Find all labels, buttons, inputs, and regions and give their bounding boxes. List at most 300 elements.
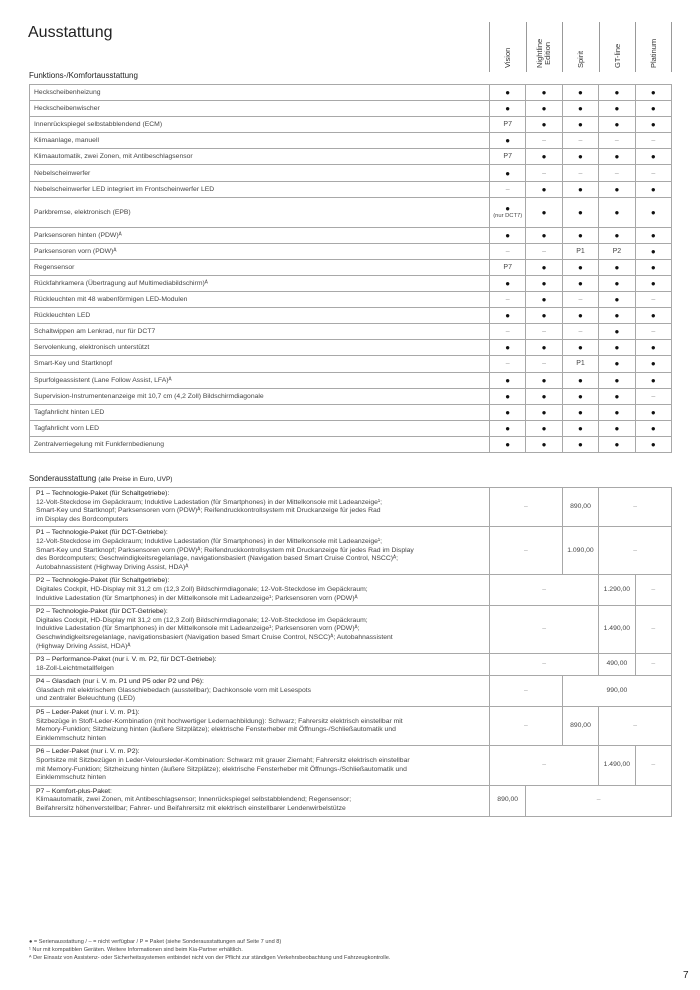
feature-label: Tagfahrlicht vorn LED: [30, 420, 490, 436]
standard-dot-icon: ●: [650, 88, 656, 98]
feature-value-cell: [635, 133, 671, 149]
feature-value-cell: [599, 149, 635, 165]
feature-row: [30, 243, 672, 259]
standard-dot-icon: ●: [541, 120, 547, 130]
feature-value-cell: [562, 420, 598, 436]
standard-dot-icon: ●: [541, 104, 547, 114]
standard-dot-icon: ●: [614, 359, 620, 369]
feature-value-cell: [635, 101, 671, 117]
packages-heading-note: (alle Preise in Euro, UVP): [98, 476, 173, 483]
package-row: [30, 575, 672, 606]
feature-value-cell: [599, 197, 635, 227]
feature-value: –: [505, 328, 510, 336]
feature-value-cell: [526, 324, 562, 340]
standard-dot-icon: ●: [541, 230, 547, 240]
standard-dot-icon: ●: [541, 391, 547, 401]
feature-value-cell: [490, 117, 526, 133]
standard-dot-icon: ●: [614, 120, 620, 130]
feature-value-cell: [599, 308, 635, 324]
package-description: [30, 785, 490, 816]
feature-label: Heckscheibenwischer: [30, 101, 490, 117]
standard-dot-icon: ●: [650, 439, 656, 449]
package-price-cell: 990,00: [562, 676, 671, 707]
package-row: [30, 488, 672, 527]
package-row: [30, 785, 672, 816]
standard-dot-icon: ●: [578, 407, 583, 417]
column-label: Nightline Edition: [535, 38, 553, 68]
feature-value: –: [651, 328, 656, 336]
feature-value: –: [651, 296, 656, 304]
standard-dot-icon: ●: [578, 184, 583, 194]
package-price-cell: –: [635, 746, 671, 785]
standard-dot-icon: ●: [614, 343, 620, 353]
package-title: P1 – Technologie-Paket (für Schaltgetriebe):: [36, 490, 170, 497]
trim-column-headers: [489, 22, 672, 72]
standard-dot-icon: ●: [505, 391, 511, 401]
standard-dot-icon: ●: [505, 168, 511, 178]
package-price-cell: –: [599, 488, 672, 527]
feature-value-cell: [635, 308, 671, 324]
standard-dot-icon: ●: [541, 375, 547, 385]
feature-label: Tagfahrlicht hinten LED: [30, 404, 490, 420]
feature-value-cell: [490, 149, 526, 165]
package-price-cell: –: [635, 654, 671, 676]
feature-value-cell: [562, 388, 598, 404]
package-detail-line: Geschwindigkeitsregelanlage, navigationsbasiert (Navigation based Smart Cruise Control, NSCC)ᴬ; Autobahnassistent: [36, 633, 393, 641]
package-description: [30, 488, 490, 527]
standard-dot-icon: ●: [614, 407, 620, 417]
feature-value-cell: [490, 133, 526, 149]
standard-dot-icon: ●: [505, 423, 511, 433]
standard-dot-icon: ●: [614, 423, 620, 433]
standard-dot-icon: ●: [614, 375, 620, 385]
feature-value-cell: [562, 259, 598, 275]
feature-value: –: [578, 137, 583, 145]
feature-value-cell: [635, 388, 671, 404]
standard-dot-icon: ●: [650, 278, 656, 288]
package-title: P2 – Technologie-Paket (für Schaltgetriebe):: [36, 577, 170, 585]
feature-label: Parkbremse, elektronisch (EPB): [30, 197, 490, 227]
feature-value-cell: [526, 181, 562, 197]
feature-value-cell: [526, 292, 562, 308]
feature-row: [30, 133, 672, 149]
standard-dot-icon: ●: [650, 343, 656, 353]
feature-value: –: [505, 360, 510, 368]
feature-value-cell: [490, 85, 526, 101]
standard-dot-icon: ●: [578, 207, 583, 217]
package-title: P3 – Performance-Paket (nur i. V. m. P2, für DCT-Getriebe):: [36, 656, 217, 664]
standard-dot-icon: ●: [505, 278, 511, 288]
standard-dot-icon: ●: [541, 207, 547, 217]
standard-dot-icon: ●: [505, 311, 511, 321]
feature-value-cell: [490, 181, 526, 197]
feature-label: Servolenkung, elektronisch unterstützt: [30, 340, 490, 356]
feature-value-cell: [562, 292, 598, 308]
feature-value-cell: [599, 436, 635, 452]
feature-value-cell: [562, 308, 598, 324]
standard-dot-icon: ●: [650, 407, 656, 417]
standard-dot-icon: ●: [541, 423, 547, 433]
standard-dot-icon: ●: [614, 207, 620, 217]
feature-value: –: [578, 169, 583, 177]
feature-value-cell: [562, 85, 598, 101]
standard-dot-icon: ●: [541, 311, 547, 321]
standard-dot-icon: ●: [614, 184, 620, 194]
feature-value-cell: [526, 275, 562, 291]
feature-label: Parksensoren vorn (PDW)ᴬ: [30, 243, 490, 259]
feature-value: –: [542, 360, 547, 368]
package-detail-line: Klimaautomatik, zwei Zonen, mit Antibeschlagsensor; Innenrückspiegel selbstabblendend; Regensensor;: [36, 796, 352, 804]
features-section-heading: Funktions-/Komfortausstattung: [29, 71, 138, 80]
package-price-cell: 1.490,00: [599, 746, 635, 785]
package-row: [30, 654, 672, 676]
standard-dot-icon: ●: [614, 391, 620, 401]
feature-value-cell: [635, 372, 671, 388]
feature-value-cell: [599, 243, 635, 259]
feature-row: [30, 340, 672, 356]
standard-dot-icon: ●: [650, 230, 656, 240]
feature-value-cell: [562, 165, 598, 181]
feature-value-cell: [599, 227, 635, 243]
standard-dot-icon: ●: [650, 423, 656, 433]
package-detail-line: des Bordcomputers; Geschwindigkeitsregelanlage, navigationsbasiert (Navigation based Smart Cruise Control, NSCC)ᴬ;: [36, 555, 398, 563]
standard-dot-icon: ●: [614, 311, 620, 321]
standard-dot-icon: ●: [505, 343, 511, 353]
package-detail-line: (Highway Driving Assist, HDA)ᴬ: [36, 642, 131, 650]
feature-value-cell: [526, 308, 562, 324]
feature-label: Rückleuchten LED: [30, 308, 490, 324]
feature-value-cell: [635, 404, 671, 420]
column-header-platinum: [635, 22, 672, 72]
package-detail-line: 12-Volt-Steckdose im Gepäckraum; Induktive Ladestation (für Smartphones) in der Mittelkonsole mit Ladeanzeige¹;: [36, 537, 383, 545]
feature-note: (nur DCT7): [493, 213, 523, 220]
package-price-cell: –: [490, 527, 563, 575]
standard-dot-icon: ●: [650, 104, 656, 114]
standard-dot-icon: ●: [578, 375, 583, 385]
feature-label: Supervision-Instrumentenanzeige mit 10,7 cm (4,2 Zoll) Bildschirmdiagonale: [30, 388, 490, 404]
feature-value-cell: [562, 149, 598, 165]
feature-label: Schaltwippen am Lenkrad, nur für DCT7: [30, 324, 490, 340]
feature-row: [30, 101, 672, 117]
feature-label: Smart-Key und Startknopf: [30, 356, 490, 372]
feature-label: Nebelscheinwerfer: [30, 165, 490, 181]
feature-value-cell: [490, 436, 526, 452]
footnote-assist: ᴬ Der Einsatz von Assistenz- oder Sicherheitssystemen entbindet nicht von der Pflicht zur ständigen Verkehrsbeobachtung und Fahrzeugkontrolle.: [29, 954, 391, 961]
feature-value-cell: [526, 197, 562, 227]
feature-value-cell: [490, 324, 526, 340]
feature-value: –: [542, 169, 547, 177]
feature-value: –: [651, 169, 656, 177]
feature-value-cell: [490, 372, 526, 388]
feature-value-cell: [599, 133, 635, 149]
feature-label: Klimaautomatik, zwei Zonen, mit Antibeschlagsensor: [30, 149, 490, 165]
package-title: P5 – Leder-Paket (nur i. V. m. P1):: [36, 709, 140, 717]
package-detail-line: Einklemmschutz hinten: [36, 734, 106, 742]
feature-label: Klimaanlage, manuell: [30, 133, 490, 149]
standard-dot-icon: ●: [541, 88, 547, 98]
feature-value-cell: [490, 308, 526, 324]
feature-row: [30, 388, 672, 404]
package-description: [30, 746, 490, 785]
feature-value-cell: [526, 340, 562, 356]
feature-row: [30, 227, 672, 243]
standard-dot-icon: ●: [541, 262, 547, 272]
feature-value-cell: [526, 133, 562, 149]
standard-dot-icon: ●: [650, 262, 656, 272]
column-label: Spirit: [575, 50, 585, 68]
feature-row: [30, 308, 672, 324]
package-detail-line: Smart-Key und Startknopf; Parksensoren vorn (PDW)ᴬ; Reifendruckkontrollsystem mit Druckanzeige für jedes Rad: [36, 507, 381, 515]
package-description: [30, 676, 490, 707]
feature-row: [30, 420, 672, 436]
feature-value-cell: [562, 340, 598, 356]
feature-value-cell: [562, 197, 598, 227]
feature-value-cell: [526, 85, 562, 101]
feature-value: –: [578, 328, 583, 336]
package-price-cell: –: [490, 676, 563, 707]
package-detail-line: Induktive Ladestation (für Smartphones) in der Mittelkonsole mit Ladeanzeige¹; Parksensoren vorn (PDW)ᴬ;: [36, 625, 360, 633]
feature-value-cell: [635, 292, 671, 308]
package-row: [30, 707, 672, 746]
feature-value-cell: [526, 165, 562, 181]
feature-row: [30, 324, 672, 340]
feature-value-cell: [490, 243, 526, 259]
feature-label: Nebelscheinwerfer LED integriert im Frontscheinwerfer LED: [30, 181, 490, 197]
feature-value-cell: [562, 372, 598, 388]
feature-value: –: [505, 185, 510, 193]
package-description: [30, 707, 490, 746]
feature-value: –: [614, 169, 619, 177]
feature-value: –: [542, 247, 547, 255]
feature-value-cell: [526, 420, 562, 436]
package-price-cell: –: [635, 575, 671, 606]
feature-value-cell: [562, 275, 598, 291]
standard-dot-icon: ●: [614, 104, 620, 114]
feature-value-cell: [526, 101, 562, 117]
feature-label: Parksensoren hinten (PDW)ᴬ: [30, 227, 490, 243]
package-row: [30, 527, 672, 575]
standard-dot-icon: ●: [614, 327, 620, 337]
package-title: P4 – Glasdach (nur i. V. m. P1 und P5 oder P2 und P6):: [36, 678, 204, 686]
package-price-cell: –: [490, 654, 599, 676]
package-detail-line: Induktive Ladestation (für Smartphones) in der Mittelkonsole mit Ladeanzeige¹; Parksensoren vorn (PDW)ᴬ: [36, 594, 358, 602]
feature-value-cell: [526, 243, 562, 259]
standard-dot-icon: ●: [614, 152, 620, 162]
package-price-cell: 1.490,00: [599, 606, 635, 654]
feature-value-cell: [599, 404, 635, 420]
standard-dot-icon: ●: [614, 230, 620, 240]
feature-value-cell: [635, 324, 671, 340]
feature-label: Innenrückspiegel selbstabblendend (ECM): [30, 117, 490, 133]
standard-dot-icon: ●: [578, 423, 583, 433]
feature-value-cell: [562, 133, 598, 149]
column-header-gt-line: [599, 22, 636, 72]
standard-dot-icon: ●: [578, 262, 583, 272]
standard-dot-icon: ●: [505, 104, 511, 114]
standard-dot-icon: ●: [614, 262, 620, 272]
standard-dot-icon: ●: [505, 136, 511, 146]
feature-value-cell: [599, 324, 635, 340]
feature-value-cell: [599, 85, 635, 101]
feature-value-cell: [599, 340, 635, 356]
feature-value: P1: [576, 360, 585, 368]
feature-value-cell: [599, 275, 635, 291]
column-header-nightline-edition: [526, 22, 563, 72]
packages-section-heading: [29, 474, 172, 483]
feature-value-cell: [526, 372, 562, 388]
feature-value: –: [651, 137, 656, 145]
standard-dot-icon: ●: [505, 375, 511, 385]
package-title: P6 – Leder-Paket (nur i. V. m. P2):: [36, 748, 140, 756]
column-header-spirit: [562, 22, 599, 72]
standard-dot-icon: ●: [541, 152, 547, 162]
feature-value-cell: [526, 227, 562, 243]
page-title: Ausstattung: [28, 24, 113, 41]
feature-value: –: [542, 328, 547, 336]
standard-dot-icon: ●: [505, 204, 511, 214]
feature-row: [30, 197, 672, 227]
feature-label: Spurfolgeassistent (Lane Follow Assist, LFA)ᴬ: [30, 372, 490, 388]
package-title: P2 – Technologie-Paket (für DCT-Getriebe):: [36, 608, 168, 616]
feature-value-cell: [599, 420, 635, 436]
package-detail-line: und zentraler Beleuchtung (LED): [36, 695, 135, 703]
package-price-cell: 490,00: [599, 654, 635, 676]
feature-label: Heckscheibenheizung: [30, 85, 490, 101]
feature-value-cell: [599, 181, 635, 197]
feature-value: P2: [612, 247, 622, 255]
standard-dot-icon: ●: [541, 278, 547, 288]
standard-dot-icon: ●: [578, 343, 583, 353]
feature-value-cell: [490, 165, 526, 181]
package-detail-line: Sportsitze mit Sitzbezügen in Leder-Veloursleder-Kombination: Schwarz mit grauer Ziernaht; Fahrersitz elektrisch einstellbar: [36, 757, 410, 765]
feature-row: [30, 436, 672, 452]
feature-value: –: [505, 247, 510, 255]
footnotes: [29, 939, 390, 962]
feature-value: –: [614, 137, 619, 145]
feature-value-cell: [490, 275, 526, 291]
standard-dot-icon: ●: [578, 311, 583, 321]
feature-value-cell: [490, 356, 526, 372]
package-title: P7 – Komfort-plus-Paket:: [36, 787, 112, 795]
feature-label: Rückleuchten mit 48 wabenförmigen LED-Modulen: [30, 292, 490, 308]
feature-value-cell: [490, 227, 526, 243]
footnote-1: ¹ Nur mit kompatiblen Geräten. Weitere Informationen sind beim Kia-Partner erhältlich.: [29, 946, 243, 953]
feature-row: [30, 165, 672, 181]
package-price-cell: –: [490, 707, 563, 746]
feature-value-cell: [562, 356, 598, 372]
package-detail-line: Glasdach mit elektrischem Glasschiebedach (ausstellbar); Dachkonsole vorn mit Lesespots: [36, 686, 312, 694]
standard-dot-icon: ●: [650, 120, 656, 130]
package-price-cell: –: [599, 707, 672, 746]
feature-row: [30, 149, 672, 165]
package-description: [30, 654, 490, 676]
package-detail-line: 18-Zoll-Leichtmetallfelgen: [36, 664, 114, 672]
feature-value-cell: [490, 404, 526, 420]
feature-value-cell: [599, 292, 635, 308]
feature-value-cell: [635, 340, 671, 356]
package-row: [30, 606, 672, 654]
feature-value-cell: [635, 227, 671, 243]
feature-value: P7: [503, 153, 512, 161]
standard-dot-icon: ●: [578, 120, 583, 130]
package-description: [30, 575, 490, 606]
standard-dot-icon: ●: [541, 295, 547, 305]
feature-value-cell: [490, 292, 526, 308]
feature-value-cell: [526, 149, 562, 165]
feature-value-cell: [490, 388, 526, 404]
package-price-cell: 1.090,00: [562, 527, 598, 575]
column-header-vision: [489, 22, 526, 72]
feature-value: –: [651, 392, 656, 400]
page-number: 7: [683, 970, 689, 981]
feature-value-cell: [635, 117, 671, 133]
standard-dot-icon: ●: [650, 152, 656, 162]
feature-value-cell: [599, 259, 635, 275]
feature-row: [30, 85, 672, 101]
feature-value-cell: [635, 165, 671, 181]
standard-dot-icon: ●: [614, 439, 620, 449]
package-detail-line: Sitzbezüge in Stoff-Leder-Kombination (mit hochwertiger Ledernachbildung): Schwarz; Fahrersitz elektrisch einstellbar mit: [36, 717, 403, 725]
package-description: [30, 527, 490, 575]
feature-value-cell: [599, 388, 635, 404]
feature-value: –: [542, 137, 547, 145]
package-price-cell: 890,00: [490, 785, 526, 816]
package-title: P1 – Technologie-Paket (für DCT-Getriebe):: [36, 529, 168, 537]
package-price-cell: 890,00: [562, 707, 598, 746]
package-detail-line: Smart-Key und Startknopf; Parksensoren vorn (PDW)ᴬ; Reifendruckkontrollsystem mit Druckanzeige für jedes Rad im Display: [36, 546, 414, 554]
feature-row: [30, 292, 672, 308]
feature-value-cell: [562, 117, 598, 133]
standard-dot-icon: ●: [614, 295, 620, 305]
standard-dot-icon: ●: [614, 88, 620, 98]
package-price-cell: –: [599, 527, 672, 575]
feature-row: [30, 181, 672, 197]
feature-row: [30, 404, 672, 420]
packages-table: [29, 487, 672, 817]
package-detail-line: Beifahrersitz höhenverstellbar; Fahrer- und Beifahrersitz mit elektrisch einstellbarer Lendenwirbelstütze: [36, 805, 346, 812]
feature-value: P7: [503, 121, 512, 129]
feature-value: P1: [576, 247, 585, 255]
feature-value-cell: [635, 436, 671, 452]
standard-dot-icon: ●: [505, 439, 511, 449]
feature-value-cell: [490, 340, 526, 356]
feature-row: [30, 117, 672, 133]
feature-value-cell: [526, 117, 562, 133]
feature-value-cell: [599, 165, 635, 181]
column-label: Platinum: [648, 38, 658, 68]
feature-value-cell: [562, 227, 598, 243]
feature-value: –: [578, 296, 583, 304]
standard-dot-icon: ●: [650, 359, 656, 369]
standard-dot-icon: ●: [650, 184, 656, 194]
package-detail-line: Einklemmschutz hinten: [36, 774, 106, 782]
feature-value-cell: [526, 436, 562, 452]
feature-value-cell: [490, 420, 526, 436]
standard-dot-icon: ●: [650, 375, 656, 385]
feature-value: P7: [503, 263, 512, 271]
standard-dot-icon: ●: [614, 278, 620, 288]
standard-dot-icon: ●: [578, 152, 583, 162]
features-table: [29, 84, 672, 453]
feature-label: Zentralverriegelung mit Funkfernbedienung: [30, 436, 490, 452]
standard-dot-icon: ●: [650, 207, 656, 217]
feature-value-cell: [526, 259, 562, 275]
standard-dot-icon: ●: [541, 343, 547, 353]
feature-value-cell: [635, 243, 671, 259]
feature-value-cell: [490, 101, 526, 117]
package-detail-line: Memory-Funktion; Sitzheizung hinten (äußere Sitzplätze); elektrische Fensterheber mit Öffnungs-/Schließautomatik und: [36, 726, 396, 734]
package-price-cell: –: [490, 746, 599, 785]
